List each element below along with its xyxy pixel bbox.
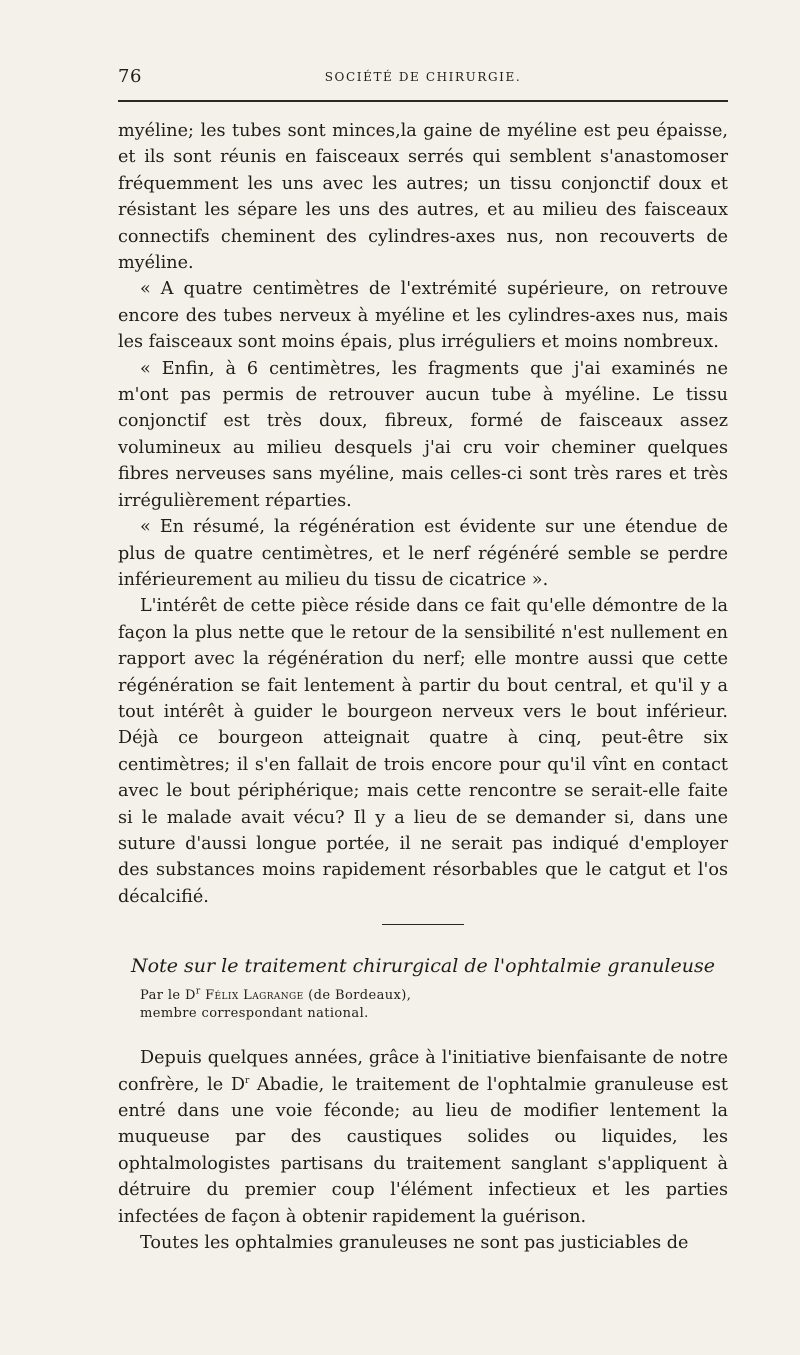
body-text: [118, 118, 728, 1256]
superscript: r: [244, 1075, 250, 1086]
paragraph: « En résumé, la régénération est évidente sur une étendue de plus de quatre centimètres, et le nerf régénéré semble se perdre inférieurement au milieu du tissu de cicatrice ».: [118, 517, 728, 590]
paragraph: Toutes les ophtalmies granuleuses ne sont pas justiciables de: [140, 1233, 689, 1254]
author-origin: (de Bordeaux),: [308, 988, 412, 1004]
paragraph: « A quatre centimètres de l'extrémité supérieure, on retrouve encore des tubes nerveux à myéline et les cylindres-axes nus, mais les faisceaux sont moins épais, plus irréguliers et moins nombreux.: [118, 279, 728, 353]
article-title: Note sur le traitement chirurgical de l'ophtalmie granuleuse: [131, 955, 715, 978]
page-number: 76: [118, 66, 142, 87]
paragraph-text: Abadie, le traitement de l'ophtalmie granuleuse est entré dans une voie féconde; au lieu de modifier lentement la muqueuse par des caustiques solides ou liquides, les ophtalmologistes partisans du traitement sanglant s'appliquent à détruire du premier coup l'élément infectieux et les parties infectées de façon à obtenir rapidement la guérison.: [118, 1074, 728, 1227]
header-rule: [118, 100, 728, 102]
affiliation: membre correspondant national.: [140, 1006, 369, 1022]
author-name: Félix Lagrange: [205, 988, 304, 1004]
running-title: SOCIÉTÉ DE CHIRURGIE.: [324, 70, 522, 84]
page-header: [118, 66, 728, 94]
paragraph: « Enfin, à 6 centimètres, les fragments que j'ai examinés ne m'ont pas permis de retrouver aucun tube à myéline. Le tissu conjonctif est très doux, fibreux, formé de faisceaux assez volumineux au milieu desquels j'ai cru voir cheminer quelques fibres nerveuses sans myéline, mais celles-ci sont très rares et très irrégulièrement réparties.: [118, 358, 728, 511]
paragraph: [118, 1045, 728, 1230]
paragraph-continued: myéline; les tubes sont minces,la gaine de myéline est peu épaisse, et ils sont réunis en faisceaux serrés qui semblent s'anastomoser fréquemment les uns avec les autres; un tissu conjonctif doux et résistant les sépare les uns des autres, et au milieu des faisceaux connectifs cheminent des cylindres-axes nus, non recouverts de myéline.: [118, 121, 728, 274]
byline-prefix: Par le D: [140, 988, 196, 1004]
byline-superscript: r: [195, 986, 201, 997]
byline: [118, 987, 728, 1005]
section-divider: [382, 924, 464, 925]
paragraph-text: Depuis quelques années, grâce à l'initiative bienfaisante de notre confrère, le D: [118, 1048, 728, 1095]
paragraph: L'intérêt de cette pièce réside dans ce fait qu'elle démontre de la façon la plus nette que le retour de la sensibilité n'est nullement en rapport avec la régénération du nerf; elle montre aussi que cette régénération se fait lentement à partir du bout central, et qu'il y a tout intérêt à guider le bourgeon nerveux vers le bout inférieur. Déjà ce bourgeon atteignait quatre à cinq, peut-être six centimètres; il s'en fallait de trois encore pour qu'il vînt en contact avec le bout périphérique; mais cette rencontre se serait-elle faite si le malade avait vécu? Il y a lieu de se demander si, dans une suture d'aussi longue portée, il ne serait pas indiqué d'employer des substances moins rapidement résorbables que le catgut et l'os décalcifié.: [118, 596, 728, 907]
